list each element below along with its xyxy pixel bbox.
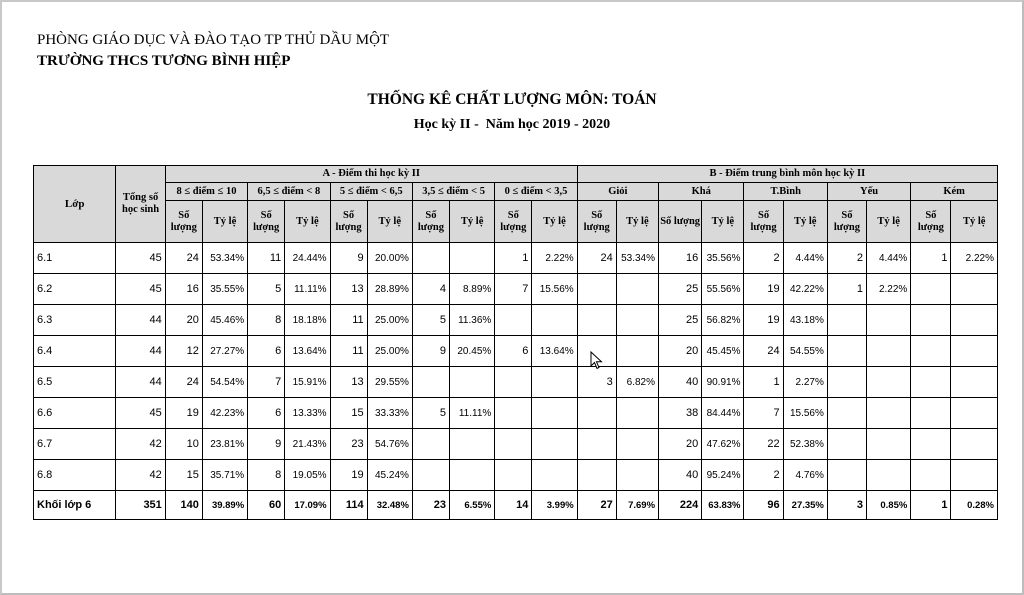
rate-subheader: Tỷ lệ [367,201,412,243]
count-cell: 3 [577,367,616,398]
rate-cell: 11.11% [285,274,330,305]
count-cell: 7 [248,367,285,398]
total-students-cell: 44 [116,367,165,398]
count-subheader: Số lượng [577,201,616,243]
count-subheader: Số lượng [330,201,367,243]
rate-cell: 27.27% [202,336,247,367]
rate-subheader: Tỷ lệ [202,201,247,243]
count-cell: 40 [659,367,702,398]
department-name: PHÒNG GIÁO DỤC VÀ ĐÀO TẠO TP THỦ DẦU MỘT [37,32,390,48]
rate-cell: 2.22% [951,243,998,274]
table-row [34,367,998,398]
count-cell: 13 [330,367,367,398]
rate-subheader: Tỷ lệ [783,201,827,243]
rate-cell [449,243,494,274]
band-b-5-header: Kém [911,183,998,201]
rate-cell [532,460,577,491]
rate-subheader: Tỷ lệ [449,201,494,243]
total-row [34,491,998,520]
count-cell [495,367,532,398]
count-cell: 19 [744,274,783,305]
rate-cell: 24.44% [285,243,330,274]
class-name-cell: 6.7 [34,429,116,460]
rate-cell: 15.91% [285,367,330,398]
count-cell: 20 [165,305,202,336]
rate-cell [449,460,494,491]
count-subheader: Số lượng [827,201,866,243]
count-cell: 1 [911,243,951,274]
count-cell: 11 [330,336,367,367]
rate-cell: 17.09% [285,491,330,520]
count-cell: 25 [659,305,702,336]
count-cell [412,460,449,491]
count-cell: 2 [744,243,783,274]
count-cell [495,398,532,429]
count-cell: 9 [412,336,449,367]
band-b-3-header: T.Bình [744,183,827,201]
count-cell [911,274,951,305]
rate-cell: 53.34% [202,243,247,274]
rate-cell: 13.64% [532,336,577,367]
rate-cell [616,274,658,305]
rate-cell: 0.85% [867,491,911,520]
rate-cell [951,460,998,491]
total-students-cell: 44 [116,336,165,367]
rate-cell [951,367,998,398]
count-cell: 19 [330,460,367,491]
count-cell: 224 [659,491,702,520]
rate-cell [616,460,658,491]
count-cell [412,367,449,398]
count-cell [911,398,951,429]
rate-cell: 45.45% [702,336,744,367]
count-cell: 24 [577,243,616,274]
rate-cell: 54.54% [202,367,247,398]
rate-cell [951,398,998,429]
count-cell [911,336,951,367]
count-cell: 4 [412,274,449,305]
table-row [34,460,998,491]
count-cell [577,305,616,336]
count-cell: 38 [659,398,702,429]
count-subheader: Số lượng [495,201,532,243]
class-name-cell: 6.2 [34,274,116,305]
count-cell: 25 [659,274,702,305]
rate-cell [449,429,494,460]
rate-cell: 21.43% [285,429,330,460]
count-cell: 3 [827,491,866,520]
class-name-cell: 6.3 [34,305,116,336]
count-cell [827,398,866,429]
count-cell: 1 [911,491,951,520]
class-name-cell: 6.1 [34,243,116,274]
count-cell [577,460,616,491]
total-students-cell: 42 [116,460,165,491]
count-subheader: Số lượng [165,201,202,243]
rate-cell: 84.44% [702,398,744,429]
rate-cell: 45.46% [202,305,247,336]
count-cell: 1 [744,367,783,398]
count-subheader: Số lượng [744,201,783,243]
count-cell: 23 [412,491,449,520]
table-row [34,305,998,336]
rate-cell: 54.55% [783,336,827,367]
count-cell [412,243,449,274]
count-cell: 40 [659,460,702,491]
rate-cell: 15.56% [532,274,577,305]
table-row [34,398,998,429]
rate-cell: 43.18% [783,305,827,336]
rate-cell: 54.76% [367,429,412,460]
count-cell: 9 [330,243,367,274]
rate-cell: 4.44% [867,243,911,274]
rate-cell: 2.27% [783,367,827,398]
count-cell [827,429,866,460]
rate-cell: 53.34% [616,243,658,274]
count-cell: 20 [659,336,702,367]
count-cell [495,305,532,336]
rate-cell: 63.83% [702,491,744,520]
rate-cell [867,429,911,460]
rate-cell: 25.00% [367,336,412,367]
count-cell: 8 [248,305,285,336]
count-cell: 1 [495,243,532,274]
header-lop: Lớp [34,166,116,243]
table-row [34,243,998,274]
count-cell: 16 [165,274,202,305]
rate-cell: 7.69% [616,491,658,520]
rate-subheader: Tỷ lệ [702,201,744,243]
rate-cell: 45.24% [367,460,412,491]
total-students-cell: 45 [116,243,165,274]
count-cell: 114 [330,491,367,520]
count-cell: 19 [744,305,783,336]
count-cell: 5 [412,305,449,336]
count-cell [827,336,866,367]
rate-subheader: Tỷ lệ [532,201,577,243]
count-cell: 27 [577,491,616,520]
count-cell: 96 [744,491,783,520]
count-cell [495,460,532,491]
rate-cell: 29.55% [367,367,412,398]
rate-cell: 20.45% [449,336,494,367]
rate-cell [616,398,658,429]
count-cell: 60 [248,491,285,520]
count-cell: 14 [495,491,532,520]
count-cell: 24 [165,243,202,274]
header-group-a: A - Điểm thi học kỳ II [165,166,577,183]
band-b-1-header: Giỏi [577,183,658,201]
rate-cell: 35.56% [702,243,744,274]
rate-cell: 2.22% [532,243,577,274]
count-cell [911,460,951,491]
count-subheader: Số lượng [911,201,951,243]
rate-cell [532,398,577,429]
count-cell: 20 [659,429,702,460]
rate-cell: 25.00% [367,305,412,336]
class-name-cell: 6.8 [34,460,116,491]
band-a-1-header: 8 ≤ điểm ≤ 10 [165,183,247,201]
rate-cell: 13.33% [285,398,330,429]
count-cell: 23 [330,429,367,460]
rate-subheader: Tỷ lệ [616,201,658,243]
rate-cell: 52.38% [783,429,827,460]
rate-cell: 6.82% [616,367,658,398]
count-cell: 9 [248,429,285,460]
table-row [34,336,998,367]
rate-cell [867,398,911,429]
count-cell [827,305,866,336]
count-cell [827,367,866,398]
class-name-cell: 6.4 [34,336,116,367]
class-name-cell: 6.6 [34,398,116,429]
count-cell: 5 [412,398,449,429]
count-cell: 6 [248,336,285,367]
total-students-cell: 44 [116,305,165,336]
rate-cell: 11.11% [449,398,494,429]
band-b-4-header: Yếu [827,183,910,201]
rate-cell: 35.71% [202,460,247,491]
rate-cell [867,367,911,398]
count-cell [577,429,616,460]
rate-cell: 3.99% [532,491,577,520]
count-cell: 5 [248,274,285,305]
count-cell [911,305,951,336]
rate-cell [532,367,577,398]
count-cell [495,429,532,460]
rate-cell: 23.81% [202,429,247,460]
count-cell: 1 [827,274,866,305]
count-cell: 6 [495,336,532,367]
count-subheader: Số lượng [412,201,449,243]
count-cell: 15 [165,460,202,491]
rate-cell [532,429,577,460]
band-a-3-header: 5 ≤ điểm < 6,5 [330,183,412,201]
total-students-cell: 45 [116,398,165,429]
rate-cell [867,305,911,336]
count-cell: 12 [165,336,202,367]
rate-cell [951,305,998,336]
rate-cell [616,305,658,336]
count-cell: 8 [248,460,285,491]
count-cell: 13 [330,274,367,305]
rate-cell: 42.23% [202,398,247,429]
rate-cell [951,274,998,305]
table-row [34,274,998,305]
rate-cell: 18.18% [285,305,330,336]
rate-cell: 4.44% [783,243,827,274]
count-cell: 140 [165,491,202,520]
count-cell: 19 [165,398,202,429]
rate-cell: 56.82% [702,305,744,336]
rate-cell: 6.55% [449,491,494,520]
rate-cell: 39.89% [202,491,247,520]
rate-subheader: Tỷ lệ [951,201,998,243]
rate-cell: 27.35% [783,491,827,520]
count-cell: 11 [248,243,285,274]
count-cell: 6 [248,398,285,429]
count-cell: 7 [495,274,532,305]
rate-cell: 2.22% [867,274,911,305]
rate-cell: 28.89% [367,274,412,305]
count-cell: 10 [165,429,202,460]
count-cell: 7 [744,398,783,429]
rate-cell: 35.55% [202,274,247,305]
rate-cell [449,367,494,398]
count-cell: 11 [330,305,367,336]
band-b-2-header: Khá [659,183,744,201]
total-students-cell: 45 [116,274,165,305]
count-subheader: Số lượng [659,201,702,243]
table-row [34,429,998,460]
mouse-cursor-icon [590,351,604,371]
rate-cell: 33.33% [367,398,412,429]
count-cell [577,398,616,429]
rate-cell: 11.36% [449,305,494,336]
rate-cell: 32.48% [367,491,412,520]
rate-cell [532,305,577,336]
rate-cell: 20.00% [367,243,412,274]
rate-cell: 95.24% [702,460,744,491]
count-cell [911,367,951,398]
rate-cell: 42.22% [783,274,827,305]
rate-cell: 8.89% [449,274,494,305]
count-cell [911,429,951,460]
band-a-2-header: 6,5 ≤ điểm < 8 [248,183,330,201]
count-cell [412,429,449,460]
header-total: Tổng số học sinh [116,166,165,243]
rate-cell: 0.28% [951,491,998,520]
header-group-b: B - Điểm trung bình môn học kỳ II [577,166,997,183]
rate-cell [951,429,998,460]
rate-subheader: Tỷ lệ [867,201,911,243]
count-subheader: Số lượng [248,201,285,243]
band-a-5-header: 0 ≤ điểm < 3,5 [495,183,577,201]
count-cell [577,274,616,305]
rate-cell: 13.64% [285,336,330,367]
count-cell: 2 [744,460,783,491]
total-students-cell: 351 [116,491,165,520]
count-cell: 16 [659,243,702,274]
rate-cell: 4.76% [783,460,827,491]
total-students-cell: 42 [116,429,165,460]
rate-cell: 55.56% [702,274,744,305]
rate-cell: 90.91% [702,367,744,398]
rate-cell [867,336,911,367]
count-cell: 24 [744,336,783,367]
count-cell: 2 [827,243,866,274]
rate-cell [867,460,911,491]
rate-cell [616,429,658,460]
count-cell: 24 [165,367,202,398]
rate-cell: 15.56% [783,398,827,429]
statistics-table [33,165,998,520]
rate-subheader: Tỷ lệ [285,201,330,243]
report-subtitle: Học kỳ II - Năm học 2019 - 2020 [413,117,611,132]
report-title: THỐNG KÊ CHẤT LƯỢNG MÔN: TOÁN [367,91,657,108]
rate-cell: 47.62% [702,429,744,460]
class-name-cell: Khối lớp 6 [34,491,116,520]
count-cell [827,460,866,491]
rate-cell [951,336,998,367]
school-name: TRƯỜNG THCS TƯƠNG BÌNH HIỆP [37,53,291,69]
count-cell: 15 [330,398,367,429]
count-cell: 22 [744,429,783,460]
rate-cell [616,336,658,367]
class-name-cell: 6.5 [34,367,116,398]
band-a-4-header: 3,5 ≤ điểm < 5 [412,183,494,201]
rate-cell: 19.05% [285,460,330,491]
